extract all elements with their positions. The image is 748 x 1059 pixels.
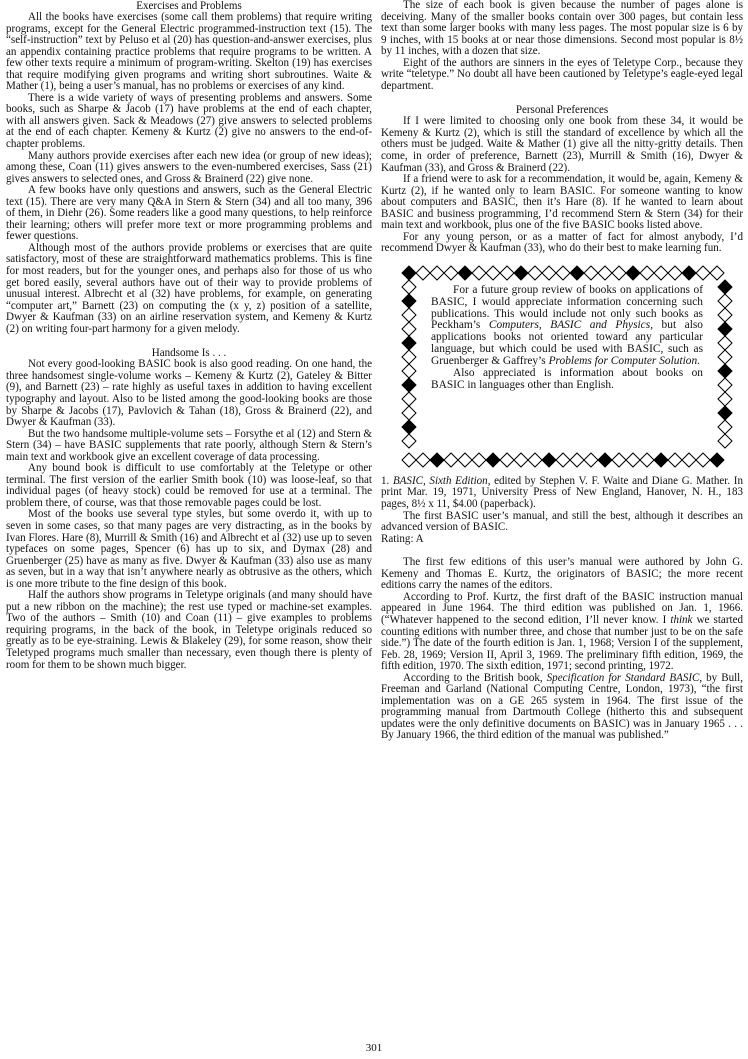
border-diamond xyxy=(626,266,640,280)
border-diamond xyxy=(718,294,732,308)
border-diamond xyxy=(486,266,500,280)
paragraph: According to Prof. Kurtz, the first draft of the BASIC instruction manual appeared in June 1964. The third edition was published on Jan. 1, 1966. (“Whatever happened to the second edition, I’ll never know. I think we started counting editions with number three, and chose that number just to be on the safe side.”) The date of the fourth edition is Jan. 1, 1968; Version I of the supplement, Feb. 28, 1969; Version II, April 3, 1969. The preliminary fifth edition, 1969, the fifth edition, 1970. The sixth edition, 1971; second printing, 1972. xyxy=(381,590,743,673)
book-entry: 1. BASIC, Sixth Edition, edited by Stephen V. F. Waite and Diane G. Mather. In print Mar. 19, 1971, University Press of New England, Hanover, N. H., 183 pages, 8½ x 11, $4.00 (paperback). xyxy=(381,474,743,511)
border-diamond xyxy=(416,453,430,467)
border-diamond xyxy=(528,453,542,467)
paragraph: If a friend were to ask for a recommendation, it would be, again, Kemeny & Kurtz (2), if he wanted only to learn BASIC. For someone wanting to know about computers and BASIC, then it’s Hare (8). If he wanted to learn about BASIC and business programming, I’d recommend Stern & Stern (34) for their main text and workbook, plus one of the five BASIC books listed above. xyxy=(381,173,743,232)
border-diamond xyxy=(458,453,472,467)
paragraph: There is a wide variety of ways of presenting problems and answers. Some books, such as Sharpe & Jacob (17) have problems at the end of each chapter, with all answers given. Sack & Meadows (27) give answers to selected problems at the end of each chapter. Kemeny & Kurtz (2) give no answers to the end-of-chapter problems. xyxy=(6,91,372,151)
border-diamond xyxy=(612,453,626,467)
request-box xyxy=(399,263,735,470)
border-diamond xyxy=(640,453,654,467)
border-diamond xyxy=(402,294,416,308)
border-diamond xyxy=(402,392,416,406)
border-diamond xyxy=(430,266,444,280)
border-diamond xyxy=(682,266,696,280)
border-diamond xyxy=(718,322,732,336)
border-diamond xyxy=(584,453,598,467)
border-diamond xyxy=(402,280,416,294)
border-diamond xyxy=(682,453,696,467)
border-diamond xyxy=(696,453,710,467)
border-diamond xyxy=(556,453,570,467)
left-column xyxy=(6,0,372,671)
border-diamond xyxy=(402,266,416,280)
border-diamond xyxy=(514,453,528,467)
border-diamond xyxy=(402,434,416,448)
border-diamond xyxy=(718,308,732,322)
paragraph: But the two handsome multiple-volume sets – Forsythe et al (12) and Stern & Stern (34) – have BASIC supplements that rate poorly, although Stern & Stern’s main text and workbook give an excellent coverage of data processing. xyxy=(6,427,372,463)
border-diamond xyxy=(626,453,640,467)
border-diamond xyxy=(718,434,732,448)
page-number: 301 xyxy=(365,1042,383,1054)
border-diamond xyxy=(402,336,416,350)
request-paragraph: For a future group review of books on applications of BASIC, I would appreciate information concerning such publications. This would include not only such books as Peckham’s Computers, BASIC and Physics, but also applications books not oriented toward any particular language, but which could be used with BASIC, such as Gruenberger & Gaffrey’s Problems for Computer Solution. xyxy=(431,283,703,367)
border-diamond xyxy=(402,378,416,392)
paragraph: The first few editions of this user’s manual were authored by John G. Kemeny and Thomas E. Kurtz, the originators of BASIC; the more recent editions carry the names of the editors. xyxy=(381,556,743,592)
paragraph: Many authors provide exercises after each new idea (or group of new ideas); among these, Coan (11) gives answers to the even-numbered exercises, Sass (21) gives answers to selected ones, and Gross & Brainerd (22) give none. xyxy=(6,149,372,185)
border-diamond xyxy=(500,266,514,280)
paragraph: The size of each book is given because the number of pages alone is deceiving. Many of the smaller books contain over 300 pages, but contain less text than some larger books with many less pages. The most popular size is 6 by 9 inches, with 15 books at or near those dimensions. Second most popular is 8½ by 11 inches, with a dozen that size. xyxy=(381,0,743,58)
heading-personal-preferences: Personal Preferences xyxy=(515,104,609,117)
border-diamond xyxy=(718,406,732,420)
border-diamond xyxy=(444,266,458,280)
paragraph: For any young person, or as a matter of fact for almost anybody, I’d recommend Dwyer & Kaufman (33), who do their best to make learning fun. xyxy=(381,230,743,255)
paragraph: Most of the books use several type styles, but some overdo it, with up to seven in some cases, so that many pages are very distracting, as in the books by Ivan Flores. Hare (8), Murrill & Smith (16) and Albrecht et al (32) use up to seven typefaces on some pages, Spencer (6) has up to six, and Dymax (28) and Gruenberger (25) have as many as five. Dwyer & Kaufman (33) also use as many as seven, but in a way that isn’t anywhere nearly as obtrusive as the others, which is one more tribute to the fine design of this book. xyxy=(6,508,372,590)
border-diamond xyxy=(472,266,486,280)
border-diamond xyxy=(458,266,472,280)
border-diamond xyxy=(402,322,416,336)
border-diamond xyxy=(430,453,444,467)
border-diamond xyxy=(696,266,710,280)
border-diamond xyxy=(444,453,458,467)
border-diamond xyxy=(542,453,556,467)
border-diamond xyxy=(718,392,732,406)
border-diamond xyxy=(718,280,732,294)
request-paragraph: Also appreciated is information about books on BASIC in languages other than English. xyxy=(431,366,703,391)
border-diamond xyxy=(402,364,416,378)
heading-exercises: Exercises and Problems xyxy=(136,0,242,12)
border-diamond xyxy=(710,266,724,280)
border-diamond xyxy=(472,453,486,467)
border-diamond xyxy=(416,266,430,280)
border-diamond xyxy=(486,453,500,467)
border-diamond xyxy=(598,453,612,467)
paragraph: A few books have only questions and answers, such as the General Electric text (15). There are very many Q&A in Stern & Stern (34) and all too many, 396 of them, in Diehr (26). Some readers like a good many questions, to help reinforce their learning; others will prefer more text or more programming problems and fewer questions. xyxy=(6,184,372,243)
border-diamond xyxy=(570,266,584,280)
paragraph: The first BASIC user’s manual, and still the best, although it describes an advanced version of BASIC. xyxy=(381,509,743,534)
paragraph: According to the British book, Specification for Standard BASIC, by Bull, Freeman and Garland (National Computing Centre, London, 1973), “the first implementation was on a GE 265 system in 1964. The first issue of the programming manual from Dartmouth College (hitherto this and subsequent updates were the only definitive documents on BASIC) was in January 1965 . . . By January 1966, the third edition of the manual was published.” xyxy=(381,671,743,742)
paragraph: Eight of the authors are sinners in the eyes of Teletype Corp., because they write “teletype.” No doubt all have been cautioned by Teletype’s eagle-eyed legal department. xyxy=(381,56,743,92)
paragraph: Any bound book is difficult to use comfortably at the Teletype or other terminal. The first version of the earlier Smith book (10) was loose-leaf, so that individual pages (of heavy stock) could be removed for use at a terminal. The problem there, of course, was that those removable pages could be lost. xyxy=(6,462,372,509)
border-diamond xyxy=(718,364,732,378)
paragraph: If I were limited to choosing only one book from these 34, it would be Kemeny & Kurtz (2), which is still the standard of excellence by which all the others must be judged. Waite & Mather (1) give all the nitty-gritty details. Then come, in order of preference, Barnett (23), Murrill & Smith (16), Dwyer & Kaufman (33), and Gross & Brainerd (22). xyxy=(381,115,743,174)
paragraph: Although most of the authors provide problems or exercises that are quite satisfactory, most of these are straightforward mathematics problems. This is fine for most readers, but for the younger ones, and perhaps also for those of us who get bored easily, several authors have out of their way to provide problems of unusual interest. Albrecht et al (32) have problems, for example, on generating “computer art,” Barnett (23) on computing the (x y, z) position of a satellite, Dwyer & Kaufman (33) on an airline reservation system, and Kemeny & Kurtz (2) on writing four-part harmony for a given melody. xyxy=(6,241,372,335)
border-diamond xyxy=(584,266,598,280)
border-diamond xyxy=(654,453,668,467)
paragraph: Half the authors show programs in Teletype originals (and many should have put a new ribbon on the machine); the rest use typed or machine-set examples. Two of the authors – Smith (10) and Coan (11) – give examples to problems requiring programs, in the back of the book, in Teletype originals reduced so greatly as to be eye-straining. Lewis & Blakeley (29), for some reason, show their Teletyped programs much smaller than necessary, even though there is plenty of room for them to be shown much bigger. xyxy=(6,589,372,671)
border-diamond xyxy=(668,266,682,280)
border-diamond xyxy=(598,266,612,280)
border-diamond xyxy=(514,266,528,280)
border-diamond xyxy=(500,453,514,467)
border-diamond xyxy=(570,453,584,467)
paragraph: All the books have exercises (some call them problems) that require writing programs, except for the General Electric programmed-instruction text (15). The “self-instruction” text by Peluso et al (20) has question-and-answer exercises, plus an appendix containing practice problems that require programs to be written. A few other texts require a minimum of program-writing. Skelton (19) has exercises that require modifying given programs and writing short subroutines. Waite & Mather (1), being a user’s manual, has no problems or exercises of any kind. xyxy=(6,11,372,93)
paragraph: Not every good-looking BASIC book is also good reading. On one hand, the three handsomest single-volume works – Kemeny & Kurtz (2), Gateley & Bitter (9), and Barnett (23) – rate highly as useful taxes in addition to having excellent typography and layout. Also to be listed among the good-looking books are those by Sharpe & Jacobs (17), Pavlovich & Tahan (18), Gross & Brainerd (22), and Dwyer & Kaufman (33). xyxy=(6,358,372,429)
border-diamond xyxy=(402,453,416,467)
border-diamond xyxy=(718,350,732,364)
border-diamond xyxy=(654,266,668,280)
border-diamond xyxy=(640,266,654,280)
border-diamond xyxy=(402,350,416,364)
border-diamond xyxy=(528,266,542,280)
border-diamond xyxy=(718,420,732,434)
border-diamond xyxy=(612,266,626,280)
border-diamond xyxy=(556,266,570,280)
border-diamond xyxy=(718,336,732,350)
border-diamond xyxy=(402,308,416,322)
border-diamond xyxy=(402,406,416,420)
request-box-text xyxy=(431,285,703,392)
rating: Rating: A xyxy=(381,532,424,545)
right-column xyxy=(381,0,743,742)
border-diamond xyxy=(718,378,732,392)
border-diamond xyxy=(668,453,682,467)
border-diamond xyxy=(402,420,416,434)
border-diamond xyxy=(542,266,556,280)
border-diamond xyxy=(710,453,724,467)
heading-handsome: Handsome Is . . . xyxy=(151,347,227,360)
